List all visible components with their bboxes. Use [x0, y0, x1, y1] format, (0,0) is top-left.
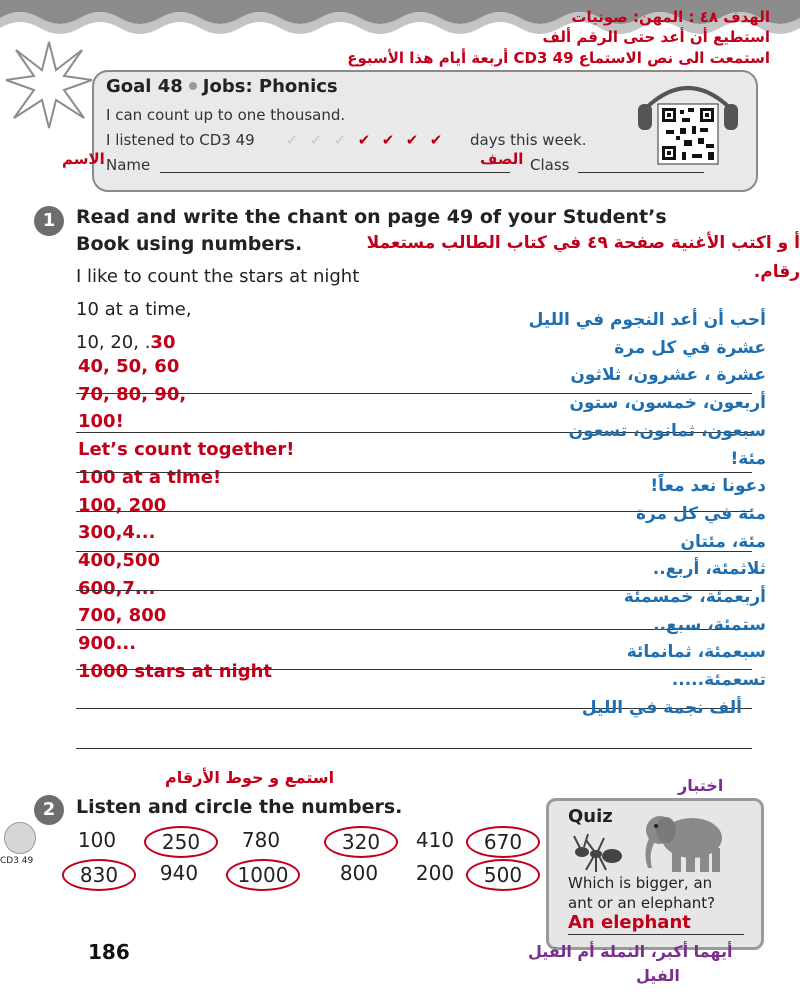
listening-check-6[interactable]: ✔ [405, 131, 419, 149]
exercise-1-instruction-line2: Book using numbers. [76, 233, 303, 255]
arabic-translation-line: ثلاثمئة، أربع.. [652, 559, 766, 580]
quiz-question-arabic: أيهما أكبر، النملة أم الفيل [528, 942, 733, 961]
quiz-answer: An elephant [568, 912, 691, 933]
circled-number[interactable]: 1000 [226, 859, 300, 891]
ant-icon [572, 830, 628, 874]
exercise-2-instruction: Listen and circle the numbers. [76, 796, 403, 818]
quiz-question-line1: Which is bigger, an [568, 874, 713, 892]
quiz-answer-arabic: الفيل [636, 966, 680, 985]
writing-line[interactable] [76, 629, 752, 630]
number-option[interactable]: 780 [241, 828, 281, 852]
exercise-1-badge: 1 [34, 206, 64, 236]
name-field[interactable] [160, 172, 510, 173]
arabic-translation-line: سبعمئة، ثمانمائة [626, 642, 766, 663]
handwritten-chant-line: 70, 80, 90, [78, 383, 187, 405]
chant-line-3 [76, 332, 175, 353]
listening-check-2[interactable]: ✓ [309, 131, 323, 149]
writing-line[interactable] [76, 748, 752, 749]
circled-number[interactable]: 830 [62, 859, 136, 891]
header-arabic-goal: الهدف ٤٨ : المهن: صوتيات [571, 8, 770, 26]
circled-number[interactable]: 500 [466, 859, 540, 891]
goal-listening-suffix: days this week. [470, 131, 587, 149]
writing-line[interactable] [76, 551, 752, 552]
class-label: Class [530, 156, 570, 174]
arabic-translation-line: عشرة ، عشرون، ثلاثون [570, 365, 766, 386]
goal-objective: I can count up to one thousand. [106, 106, 346, 124]
page-number: 186 [88, 940, 130, 964]
arabic-translation-line: دعونا نعد معاً! [650, 476, 766, 497]
arabic-translation-line: ستمئة، سبع.. [653, 614, 766, 635]
listening-check-3[interactable]: ✓ [333, 131, 347, 149]
number-option[interactable]: 940 [159, 861, 199, 885]
circled-number[interactable]: 250 [144, 826, 218, 858]
number-option[interactable]: 410 [415, 828, 455, 852]
goal-listening-prefix: I listened to CD3 49 [106, 131, 255, 149]
writing-line[interactable] [76, 472, 752, 473]
handwritten-chant-line: 100! [78, 411, 124, 433]
arabic-translation-line: سبعون، ثمانون، تسعون [568, 420, 766, 441]
circled-number[interactable]: 670 [466, 826, 540, 858]
elephant-icon [636, 806, 732, 876]
chant-line-2: 10 at a time, [76, 299, 192, 320]
exercise-1-instruction-arabic-cont: رقام. [753, 262, 800, 282]
number-option[interactable]: 100 [77, 828, 117, 852]
handwritten-chant-line: 700, 800 [78, 605, 167, 627]
handwritten-chant-line: 40, 50, 60 [78, 356, 180, 377]
handwritten-chant-line: 400,500 [78, 549, 160, 571]
exercise-2-badge: 2 [34, 795, 64, 825]
goal-number: Goal 48 [106, 76, 183, 97]
cd-icon [0, 822, 36, 854]
handwritten-chant-line: 100 at a time! [78, 466, 222, 488]
name-label: Name [106, 156, 151, 174]
exercise-1-instruction-arabic: أ و اكتب الأغنية صفحة ٤٩ في كتاب الطالب مستعملا [366, 233, 800, 253]
quiz-answer-line [568, 934, 744, 935]
quiz-title: Quiz [568, 806, 613, 827]
circled-number[interactable]: 320 [324, 826, 398, 858]
arabic-translation-line: أربعمئة، خمسمئة [623, 587, 766, 607]
handwritten-chant-line: 600,7... [78, 577, 156, 599]
exercise-1-instruction-line1: Read and write the chant on page 49 of your Student’s [76, 206, 667, 228]
chant-line-3-answer: 30 [150, 332, 176, 353]
class-label-arabic: الصف [480, 150, 524, 168]
arabic-translation-line: أحب أن أعد النجوم في الليل [528, 310, 766, 330]
arabic-translation-line: مئة! [730, 448, 766, 469]
name-label-arabic: الاسم [62, 150, 105, 168]
chant-line-1: I like to count the stars at night [76, 266, 360, 287]
header-arabic-objective: استطيع أن أعد حتى الرقم ألف [542, 28, 770, 46]
writing-line[interactable] [76, 669, 752, 670]
cd-label: CD3 49 [0, 856, 34, 866]
number-option[interactable]: 800 [339, 861, 379, 885]
listening-check-4[interactable]: ✔ [357, 131, 371, 149]
arabic-translation-line: أربعون، خمسون، ستون [569, 393, 766, 414]
goal-title [106, 76, 338, 97]
qr-code-icon [636, 78, 740, 168]
arabic-translation-line: عشرة في كل مرة [614, 337, 766, 358]
handwritten-chant-line: 300,4... [78, 522, 156, 544]
exercise-2-instruction-arabic: استمع و حوط الأرقام [165, 768, 335, 787]
header-arabic-listening: استمعت الى نص الاستماع CD3 49 أربعة أيام هذا الأسبوع [347, 49, 770, 67]
handwritten-chant-line: 900... [78, 633, 137, 654]
listening-check-5[interactable]: ✔ [381, 131, 395, 149]
arabic-translation-line: مئة، مئتان [680, 531, 766, 552]
class-field[interactable] [578, 172, 704, 173]
quiz-title-arabic: اختبار [678, 776, 724, 795]
starburst-icon [4, 40, 94, 130]
goal-subtitle: Jobs: Phonics [202, 76, 338, 97]
listening-check-7[interactable]: ✔ [429, 131, 443, 149]
listening-checkboxes [282, 131, 446, 149]
quiz-question-line2: ant or an elephant? [568, 894, 716, 912]
bullet-dot-icon [189, 82, 197, 90]
number-option[interactable]: 200 [415, 861, 455, 885]
chant-line-3-printed: 10, 20, . [76, 332, 151, 353]
handwritten-chant-line: 100, 200 [78, 494, 167, 516]
arabic-translation-line: مئة في كل مرة [635, 503, 766, 524]
handwritten-chant-line: 1000 stars at night [78, 660, 272, 682]
handwritten-chant-line: Let’s count together! [78, 439, 295, 461]
arabic-translation-line: ألف نجمة في الليل [581, 697, 742, 718]
listening-check-1[interactable]: ✓ [285, 131, 299, 149]
arabic-translation-line: تسعمئة..... [671, 670, 766, 691]
